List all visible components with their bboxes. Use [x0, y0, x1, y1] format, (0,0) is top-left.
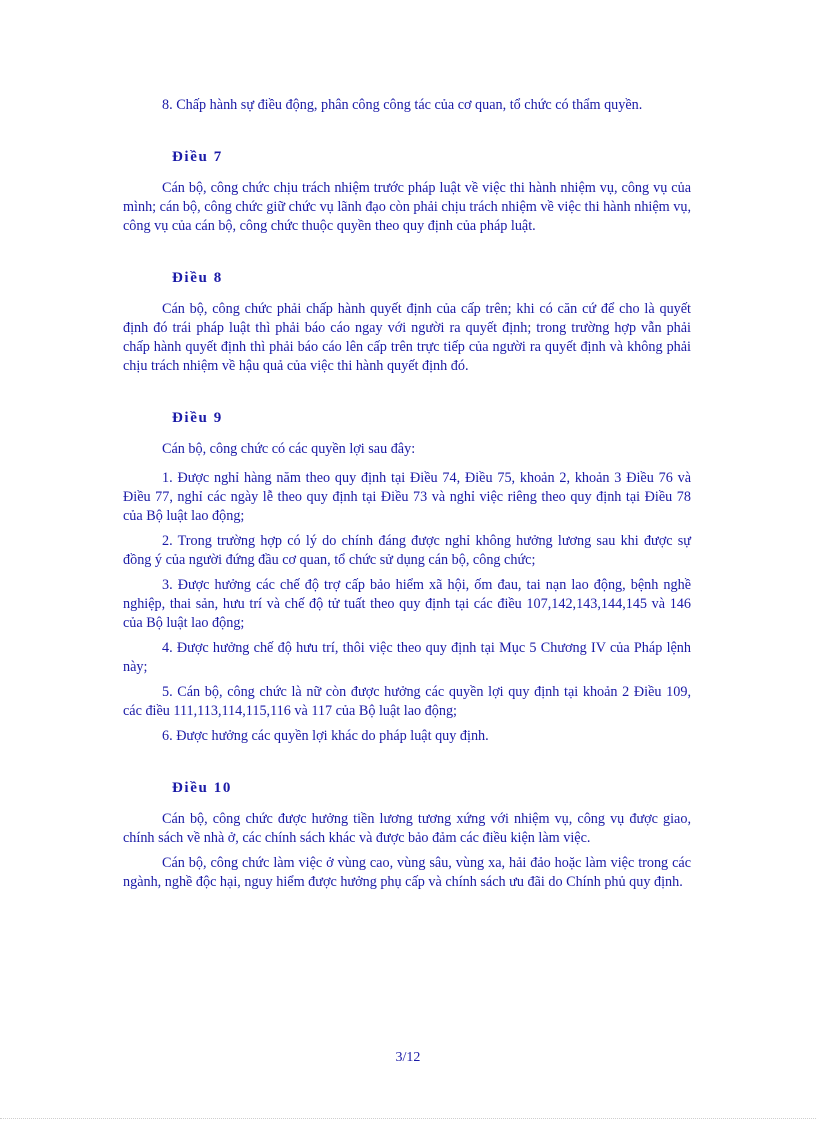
heading-dieu-7: Điều 7 — [172, 149, 223, 165]
heading-dieu-8: Điều 8 — [172, 270, 223, 286]
paragraph-dieu-9-intro: Cán bộ, công chức có các quyền lợi sau đây: — [162, 441, 416, 457]
paragraph-dieu-9-item-2: 2. Trong trường hợp có lý do chính đáng được nghỉ không hưởng lương sau khi được sự đồng ý của người đứng đầu cơ quan, tổ chức sử dụng cán bộ, công chức; — [123, 533, 691, 568]
paragraph-dieu-10-1: Cán bộ, công chức được hưởng tiền lương tương xứng với nhiệm vụ, công vụ được giao, chính sách về nhà ở, các chính sách khác và được bảo đảm các điều kiện làm việc. — [123, 811, 691, 846]
paragraph-dieu-7: Cán bộ, công chức chịu trách nhiệm trước pháp luật về việc thi hành nhiệm vụ, công vụ của mình; cán bộ, công chức giữ chức vụ lãnh đạo còn phải chịu trách nhiệm về việc thi hành nhiệm vụ, công vụ của cán bộ, công chức thuộc quyền theo quy định của pháp luật. — [123, 180, 691, 234]
paragraph-dieu-9-item-4: 4. Được hưởng chế độ hưu trí, thôi việc theo quy định tại Mục 5 Chương IV của Pháp lệnh này; — [123, 640, 691, 675]
page-number: 3/12 — [395, 1050, 421, 1065]
paragraph-dieu-10-2: Cán bộ, công chức làm việc ở vùng cao, vùng sâu, vùng xa, hải đảo hoặc làm việc trong các ngành, nghề độc hại, nguy hiểm được hưởng phụ cấp và chính sách ưu đãi do Chính phủ quy định. — [123, 855, 691, 890]
paragraph-dieu-9-item-1: 1. Được nghỉ hàng năm theo quy định tại Điều 74, Điều 75, khoản 2, khoản 3 Điều 76 và Điều 77, nghỉ các ngày lễ theo quy định tại Điều 73 và nghỉ việc riêng theo quy định tại Điều 78 của Bộ luật lao động; — [123, 470, 691, 524]
paragraph-dieu-9-item-3: 3. Được hưởng các chế độ trợ cấp bảo hiểm xã hội, ốm đau, tai nạn lao động, bệnh nghề nghiệp, thai sản, hưu trí và chế độ tử tuất theo quy định tại các điều 107,142,143,144,145 và 146 của Bộ luật lao động; — [123, 577, 691, 631]
paragraph-dieu-9-item-6: 6. Được hưởng các quyền lợi khác do pháp luật quy định. — [162, 728, 489, 744]
paragraph-dieu-9-item-5: 5. Cán bộ, công chức là nữ còn được hưởng các quyền lợi quy định tại khoản 2 Điều 109, các điều 111,113,114,115,116 và 117 của Bộ luật lao động; — [123, 684, 691, 719]
heading-dieu-9: Điều 9 — [172, 410, 223, 426]
heading-dieu-10: Điều 10 — [172, 780, 232, 796]
page-bottom-divider — [0, 1118, 816, 1119]
paragraph-item-8: 8. Chấp hành sự điều động, phân công công tác của cơ quan, tổ chức có thẩm quyền. — [162, 97, 643, 113]
page-content — [123, 96, 691, 892]
paragraph-dieu-8: Cán bộ, công chức phải chấp hành quyết định của cấp trên; khi có căn cứ để cho là quyết định đó trái pháp luật thì phải báo cáo ngay với người ra quyết định; trong trường hợp vẫn phải chấp hành quyết định thì phải báo cáo lên cấp trên trực tiếp của người ra quyết định và không phải chịu trách nhiệm về hậu quả của việc thi hành quyết định đó. — [123, 301, 691, 374]
